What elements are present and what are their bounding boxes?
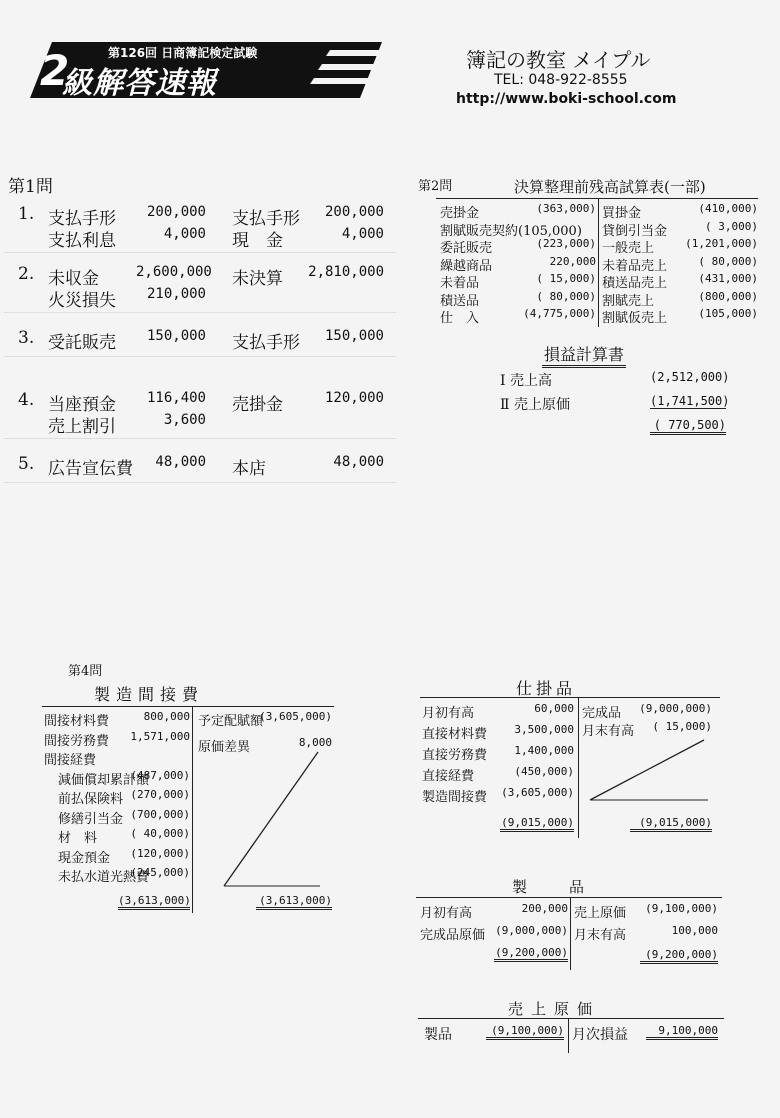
tb-right-amount: (1,201,000)	[685, 237, 758, 250]
q4-right-amount: 8,000	[298, 736, 332, 749]
q1-entry-number: 2.	[18, 264, 35, 284]
wip-left-account: 直接労務費	[422, 748, 488, 763]
tb-left-amount: (4,775,000)	[523, 307, 596, 320]
q1-credit-amount: 120,000	[324, 390, 384, 406]
q1-separator	[4, 356, 396, 357]
tb-right-amount: (410,000)	[698, 202, 758, 215]
wip-left-account: 直接経費	[422, 769, 475, 784]
q4-left-amount: ( 40,000)	[130, 827, 190, 840]
tb-left-amount: (223,000)	[536, 237, 596, 250]
q1-entry-number: 4.	[18, 390, 35, 410]
wip-right-total: (9,015,000)	[630, 816, 712, 832]
q4-left-amount: (120,000)	[130, 846, 190, 860]
product-left-account: 完成品原価	[420, 928, 486, 943]
wip-left-amount: 60,000	[534, 702, 574, 715]
cogs-left-account: 製品	[424, 1027, 452, 1043]
tb-right-amount: ( 3,000)	[705, 219, 758, 233]
trial-balance-divider	[598, 199, 599, 327]
school-tel: TEL: 048-922-8555	[494, 72, 628, 88]
cogs-left-amount: (9,100,000)	[486, 1024, 564, 1040]
q1-credit-account: 支払手形	[232, 333, 300, 353]
q4-title: 第4問	[68, 664, 103, 679]
pl-row-label: Ⅰ 売上高	[500, 373, 552, 389]
tb-left-account: 繰越商品	[440, 258, 493, 274]
tb-right-account: 割賦仮売上	[602, 311, 668, 326]
wip-title: 仕掛品	[516, 679, 577, 698]
q1-debit-amount: 2,600,000	[136, 264, 212, 280]
exam-number: 第126回 日商簿記検定試験	[108, 46, 258, 60]
school-url[interactable]: http://www.boki-school.com	[456, 91, 677, 107]
tb-right-account: 貸倒引当金	[602, 223, 668, 239]
q1-debit-amount: 4,000	[163, 226, 206, 242]
cogs-right-amount: 9,100,000	[646, 1024, 718, 1040]
q4-left-account: 間接労務費	[44, 733, 110, 749]
tb-left-account: 割賦販売契約(105,000)	[440, 223, 582, 239]
q1-credit-account: 売掛金	[232, 395, 283, 415]
pl-row-label: Ⅱ 売上原価	[500, 397, 570, 413]
q4-left-amount: (270,000)	[130, 788, 190, 801]
wip-left-total: (9,015,000)	[500, 816, 574, 832]
q1-debit-account: 支払利息	[48, 231, 116, 251]
q4-right-account: 原価差異	[198, 740, 251, 755]
q1-credit-account: 未決算	[232, 269, 283, 289]
q1-credit-account: 支払手形	[232, 209, 300, 229]
q1-debit-account: 火災損失	[48, 291, 116, 311]
product-left-account: 月初有高	[420, 906, 473, 921]
wip-left-account: 製造間接費	[422, 790, 488, 805]
q4-left-account: 間接経費	[44, 753, 97, 768]
q4-left-amount: 1,571,000	[130, 729, 190, 743]
q4-left-total: (3,613,000)	[118, 894, 190, 910]
product-title: 製 品	[512, 878, 589, 896]
q4-left-amount: (487,000)	[130, 768, 190, 782]
q1-debit-account: 未収金	[48, 269, 99, 289]
q1-separator	[4, 482, 396, 483]
tb-right-amount: ( 80,000)	[698, 254, 758, 268]
q1-separator	[4, 252, 396, 253]
wip-right-account: 完成品	[582, 706, 622, 721]
wip-left-amount: 1,400,000	[514, 744, 574, 757]
product-right-amount: (9,100,000)	[645, 902, 718, 915]
trial-balance-title: 決算整理前残高試算表(一部)	[514, 178, 706, 196]
q1-debit-amount: 150,000	[146, 328, 206, 344]
product-right-account: 月末有高	[574, 928, 627, 943]
tb-left-account: 積送品	[440, 293, 480, 309]
tb-left-amount: ( 80,000)	[536, 289, 596, 303]
wip-left-account: 直接材料費	[422, 727, 488, 742]
product-t-divider	[570, 898, 571, 970]
wip-right-amount: (9,000,000)	[639, 702, 712, 715]
q4-left-amount: 800,000	[143, 710, 190, 723]
wip-left-amount: 3,500,000	[514, 723, 574, 736]
tb-right-account: 買掛金	[602, 206, 642, 221]
q4-left-account: 材 料	[58, 831, 98, 846]
q1-credit-account: 現 金	[232, 231, 283, 251]
wip-left-amount: (450,000)	[514, 765, 574, 778]
product-left-total: (9,200,000)	[494, 946, 568, 962]
q1-debit-account: 受託販売	[48, 333, 116, 353]
q1-credit-amount: 200,000	[324, 204, 384, 220]
q1-debit-amount: 116,400	[146, 390, 206, 406]
tb-right-amount: (105,000)	[698, 307, 758, 320]
wip-left-amount: (3,605,000)	[501, 786, 574, 799]
tb-left-amount: 220,000	[549, 254, 596, 268]
tb-left-account: 売掛金	[440, 206, 480, 221]
q4-right-total: (3,613,000)	[256, 894, 332, 910]
q4-closing-line	[220, 748, 324, 890]
q4-right-account: 予定配賦額	[198, 714, 264, 729]
q1-debit-amount: 48,000	[155, 454, 206, 470]
product-left-amount: 200,000	[521, 902, 568, 915]
pl-row-amount: (2,512,000)	[650, 370, 730, 384]
tb-left-account: 未着品	[440, 276, 480, 291]
q1-separator	[4, 438, 396, 439]
tb-right-account: 積送品売上	[602, 276, 668, 291]
tb-right-account: 割賦売上	[602, 293, 655, 309]
q1-debit-account: 当座預金	[48, 395, 116, 415]
school-name: 簿記の教室 メイプル	[466, 48, 651, 72]
q1-credit-amount: 2,810,000	[308, 264, 384, 280]
tb-right-account: 未着品売上	[602, 258, 668, 274]
wip-t-divider	[578, 698, 579, 838]
grade-title: 級解答速報	[62, 66, 217, 101]
product-right-account: 売上原価	[574, 906, 627, 921]
wip-right-account: 月末有高	[582, 724, 635, 739]
q1-entry-number: 3.	[18, 328, 35, 348]
q4-left-amount: (245,000)	[130, 866, 190, 879]
q2-title: 第2問	[418, 179, 453, 194]
tb-left-amount: (363,000)	[536, 202, 596, 215]
wip-closing-line	[586, 736, 710, 806]
tb-right-amount: (431,000)	[698, 272, 758, 285]
q1-debit-account: 売上割引	[48, 417, 116, 437]
grade-number: 2	[40, 46, 70, 95]
q4-left-account: 修繕引当金	[58, 811, 124, 827]
tb-right-account: 一般売上	[602, 241, 655, 256]
q4-left-account: 未払水道光熱費	[58, 870, 150, 885]
q1-debit-amount: 3,600	[163, 412, 206, 428]
tb-left-account: 仕 入	[440, 311, 480, 326]
q1-credit-account: 本店	[232, 459, 266, 479]
q1-debit-amount: 210,000	[146, 286, 206, 302]
q1-separator	[4, 312, 396, 313]
product-right-total: (9,200,000)	[640, 948, 718, 964]
tb-right-amount: (800,000)	[698, 289, 758, 303]
q1-title: 第1問	[8, 177, 53, 197]
cogs-t-divider	[568, 1019, 569, 1053]
q4-right-amount: (3,605,000)	[259, 710, 332, 723]
wip-left-account: 月初有高	[422, 706, 475, 721]
q4-left-amount: (700,000)	[130, 807, 190, 821]
income-statement-title: 損益計算書	[542, 342, 626, 368]
q1-entry-number: 1.	[18, 204, 35, 224]
q1-debit-account: 支払手形	[48, 209, 116, 229]
q1-entry-number: 5.	[18, 454, 35, 474]
q4-left-account: 現金預金	[58, 850, 111, 866]
q1-credit-amount: 150,000	[324, 328, 384, 344]
q4-left-account: 減価償却累計額	[58, 772, 150, 788]
q4-left-account: 間接材料費	[44, 714, 110, 729]
product-right-amount: 100,000	[671, 924, 718, 937]
cogs-title: 売上原価	[508, 1000, 601, 1018]
q4-t-divider	[192, 707, 193, 913]
product-left-amount: (9,000,000)	[495, 924, 568, 937]
q4-left-account: 前払保険料	[58, 792, 124, 807]
q1-debit-account: 広告宣伝費	[48, 459, 133, 479]
cogs-right-account: 月次損益	[572, 1027, 628, 1043]
q1-debit-amount: 200,000	[146, 204, 206, 220]
wip-right-amount: ( 15,000)	[652, 720, 712, 733]
q4-account-title: 製造間接費	[94, 685, 205, 704]
pl-row-amount: (1,741,500)	[650, 394, 730, 408]
pl-row-amount: ( 770,500)	[650, 418, 726, 435]
tb-left-account: 委託販売	[440, 241, 493, 256]
q1-credit-amount: 48,000	[333, 454, 384, 470]
tb-left-amount: ( 15,000)	[536, 272, 596, 285]
q1-credit-amount: 4,000	[341, 226, 384, 242]
